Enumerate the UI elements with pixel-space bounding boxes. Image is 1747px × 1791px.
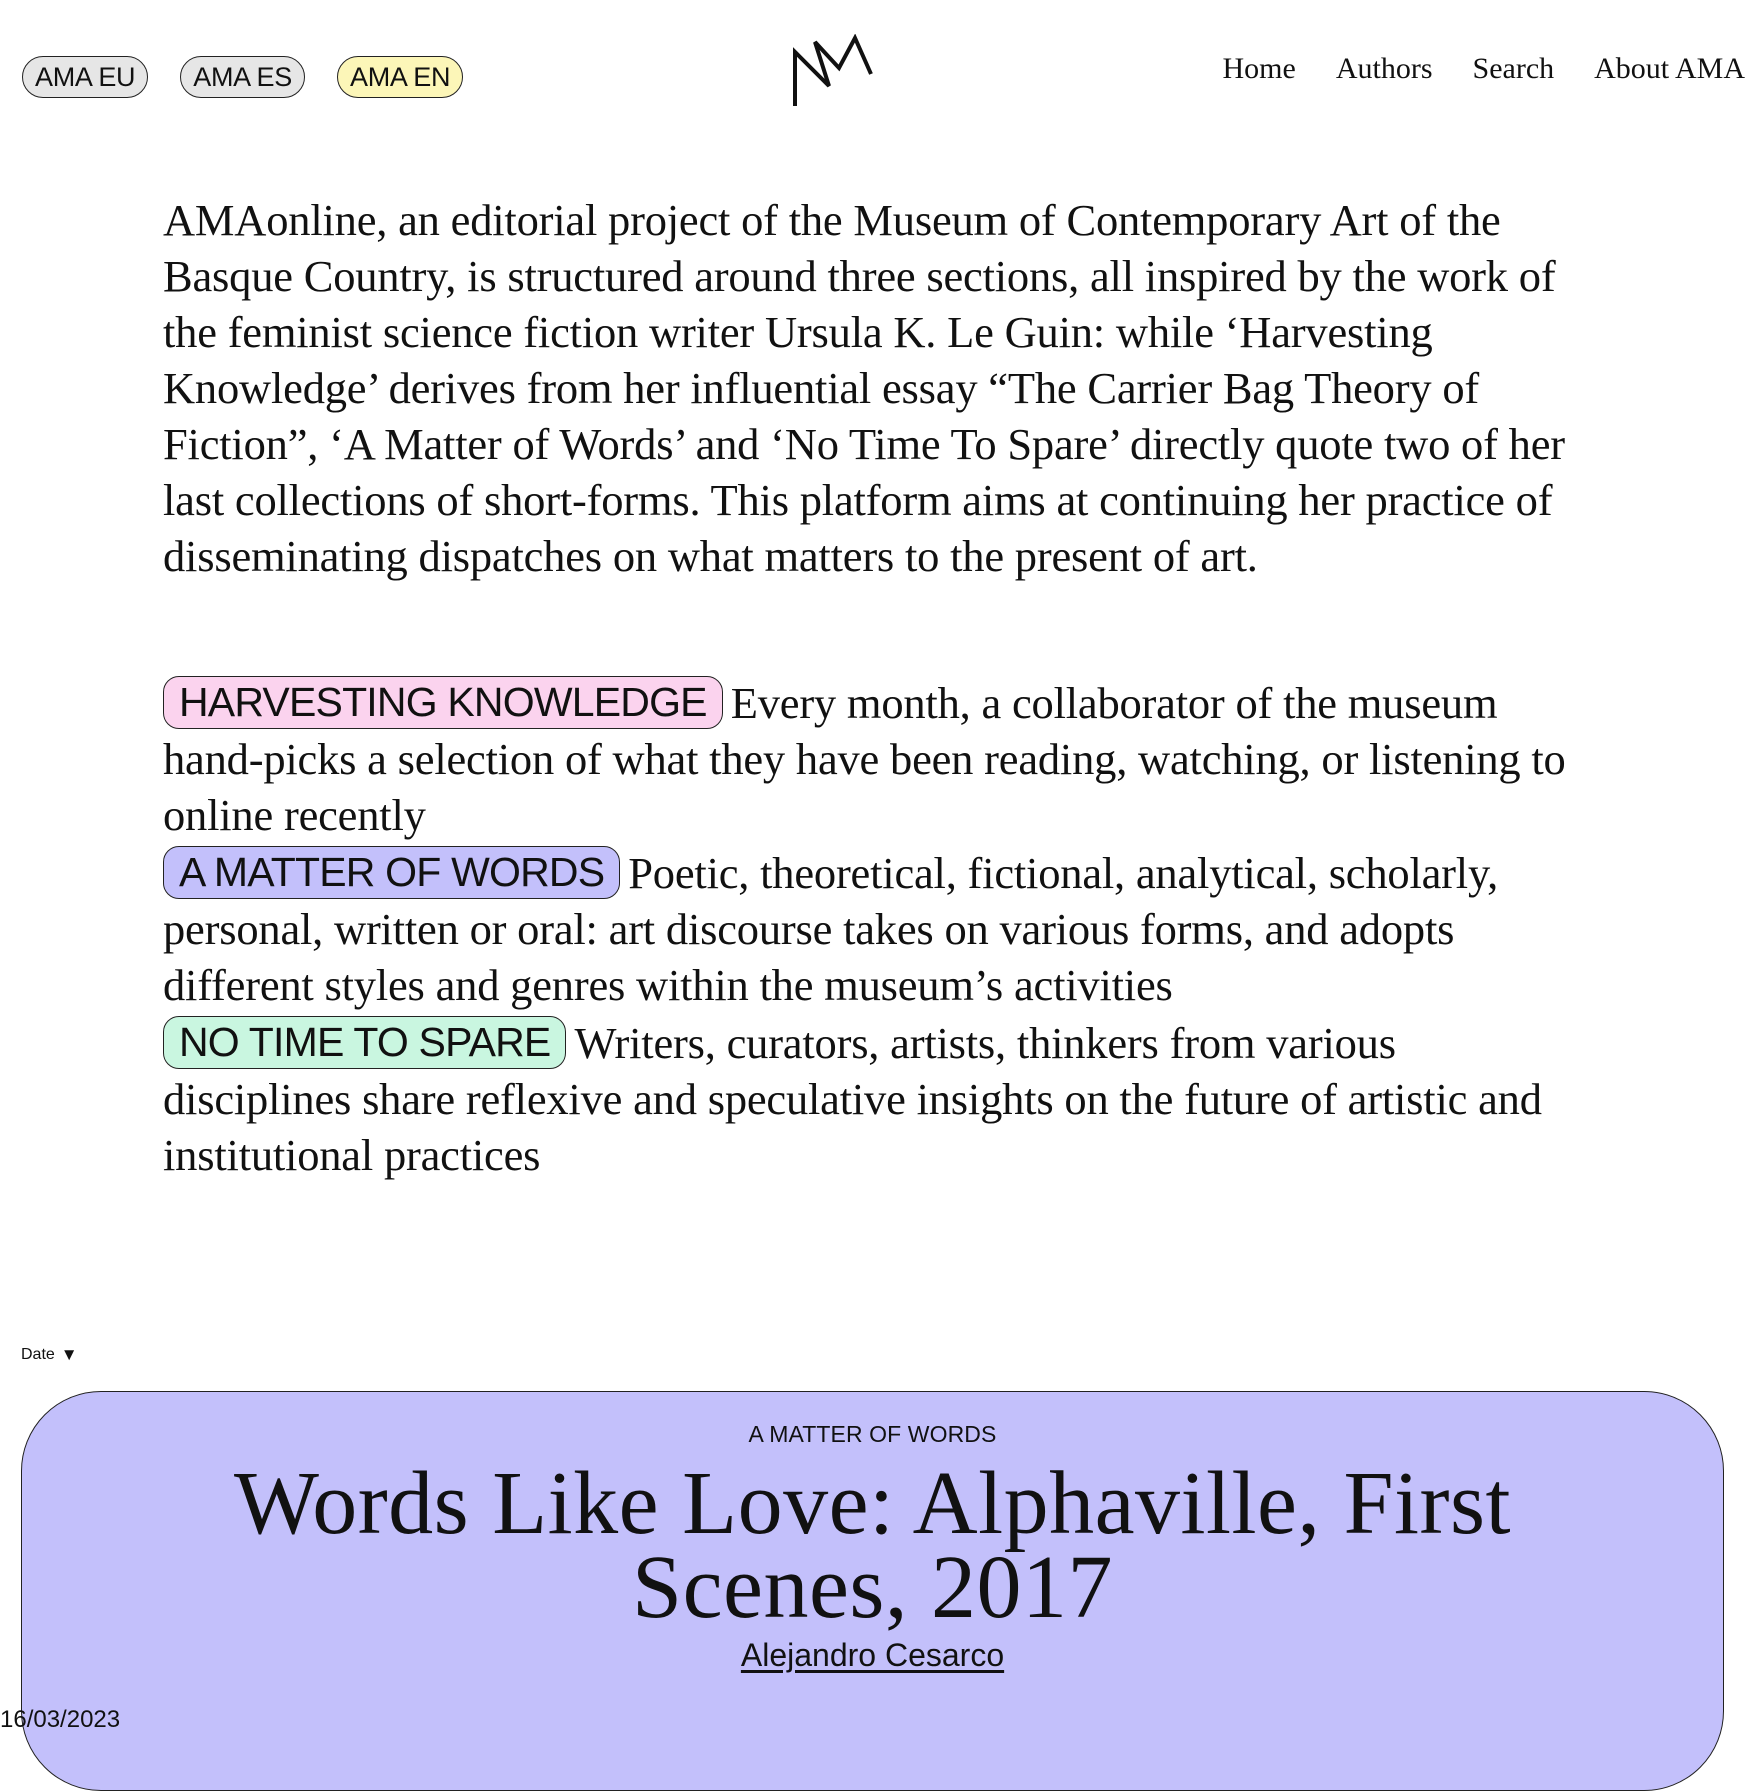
section-description: Every month, a collaborator of the museum hand-picks a selection of what they have been reading, watching, or listening to online recently <box>163 678 1566 840</box>
sort-label: Date <box>21 1346 55 1363</box>
triangle-down-icon: ▼ <box>60 1345 78 1364</box>
article-category: A MATTER OF WORDS <box>748 1421 997 1447</box>
header <box>0 0 1747 150</box>
author-link[interactable]: Alejandro Cesarco <box>740 1637 1005 1673</box>
section-description: Poetic, theoretical, fictional, analytical, scholarly, personal, written or oral: art discourse takes on various forms, and adopts different styles and genres within the museum’s activities <box>163 848 1499 1010</box>
article-date: 16/03/2023 <box>0 1706 121 1733</box>
lang-button-eu[interactable]: AMA EU <box>22 56 148 98</box>
nav-link-home[interactable]: Home <box>1222 52 1296 85</box>
nav-link-authors[interactable]: Authors <box>1335 52 1433 85</box>
tag-a-matter-of-words[interactable]: A MATTER OF WORDS <box>163 846 620 899</box>
section-item-no-time-to-spare <box>163 1015 1593 1183</box>
lang-button-en[interactable]: AMA EN <box>337 56 463 98</box>
language-switcher <box>22 56 463 98</box>
section-item-a-matter-of-words <box>163 845 1593 1013</box>
tag-harvesting-knowledge[interactable]: HARVESTING KNOWLEDGE <box>163 676 723 729</box>
nav-link-about[interactable]: About AMA <box>1594 52 1745 85</box>
intro-text: AMAonline, an editorial project of the Museum of Contemporary Art of the Basque Country, is structured around three sections, all inspired by the work of the feminist science fiction writer Ursula K. Le Guin: while ‘Harvesting Knowledge’ derives from her influential essay “The Carrier Bag Theory of Fiction”, ‘A Matter of Words’ and ‘No Time To Spare’ directly quote two of her last collections of short-forms. This platform aims at continuing her practice of disseminating dispatches on what matters to the present of art. <box>163 195 1565 581</box>
tag-no-time-to-spare[interactable]: NO TIME TO SPARE <box>163 1016 566 1069</box>
main-nav <box>1223 52 1745 86</box>
section-description: Writers, curators, artists, thinkers from various disciplines share reflexive and speculative insights on the future of artistic and institutional practices <box>163 1018 1542 1180</box>
sort-by-date-toggle[interactable] <box>21 1345 78 1365</box>
lang-button-es[interactable]: AMA ES <box>180 56 305 98</box>
section-list <box>163 675 1593 1185</box>
section-item-harvesting-knowledge <box>163 675 1593 843</box>
ama-logo-icon[interactable] <box>789 34 873 108</box>
article-title[interactable]: Words Like Love: Alphaville, First Scenes, 2017 <box>233 1454 1512 1637</box>
article-author <box>22 1637 1723 1674</box>
nav-link-search[interactable]: Search <box>1472 52 1555 85</box>
